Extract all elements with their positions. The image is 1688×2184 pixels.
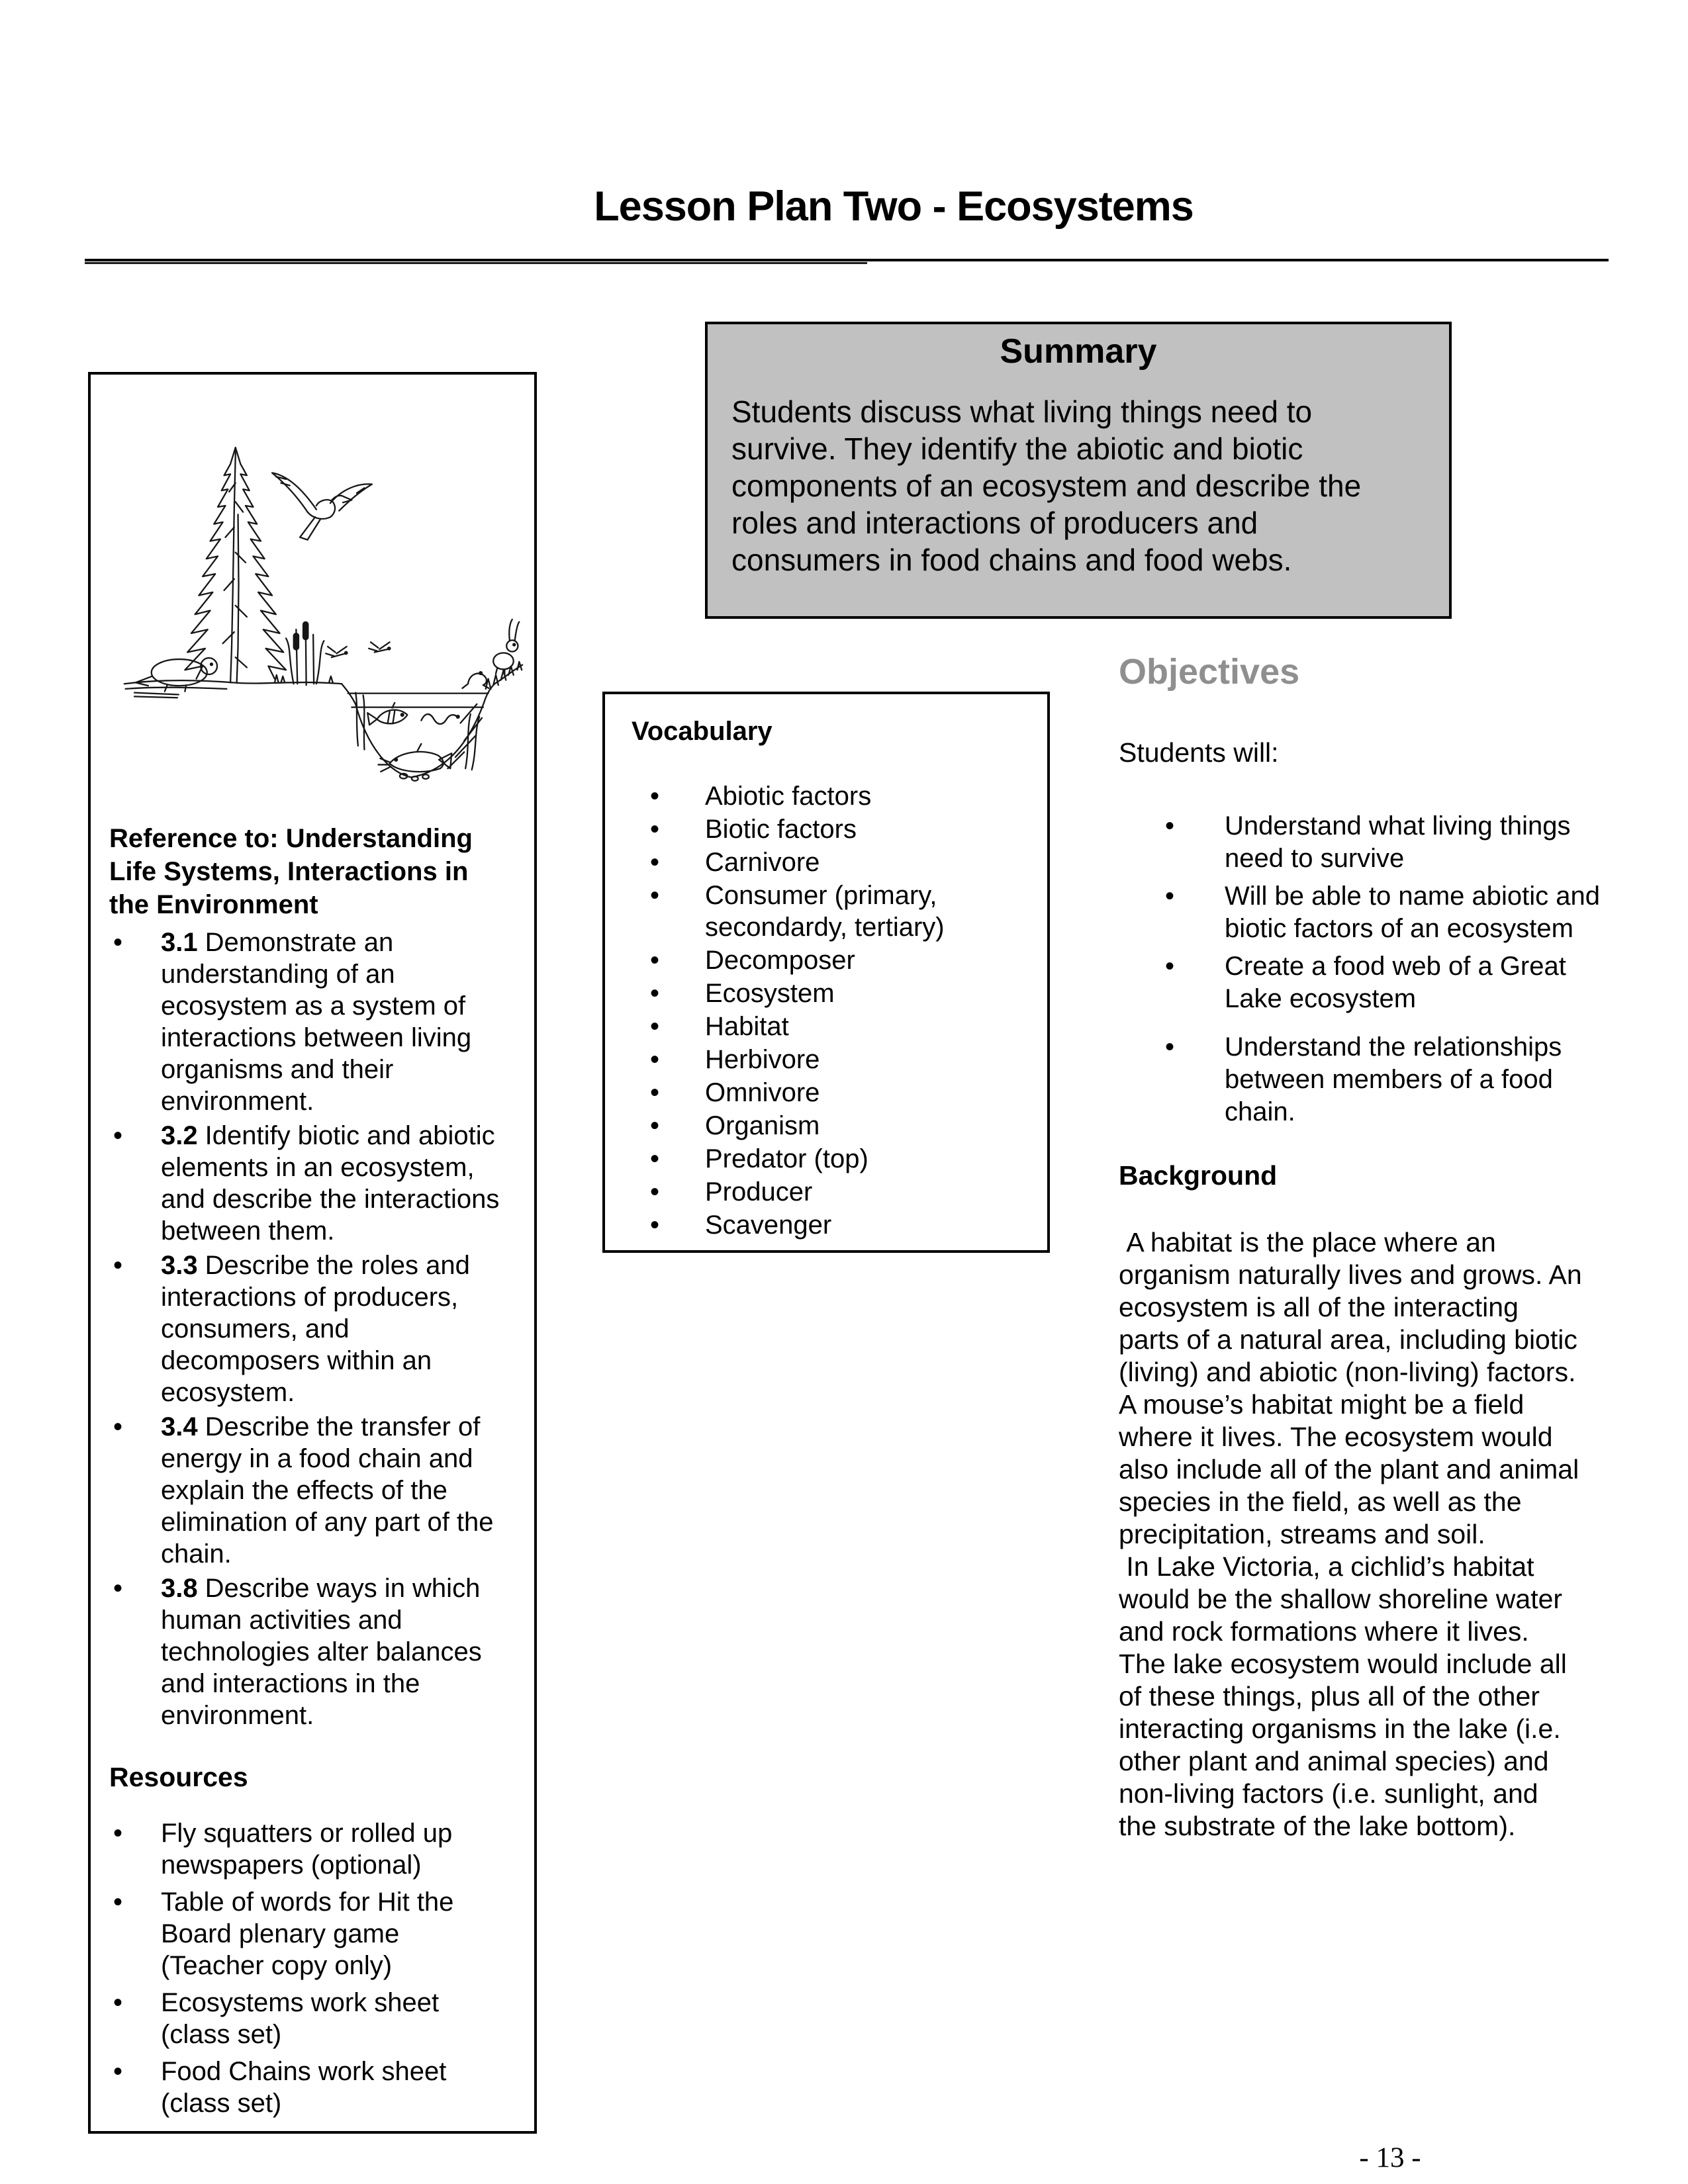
vocabulary-item [632,880,1047,943]
vocabulary-item [632,1044,1047,1075]
vocabulary-item-text: Herbivore [705,1045,820,1074]
page-number: - 13 - [1359,2142,1421,2173]
vocabulary-item-text: Consumer (primary, secondardy, tertiary) [705,881,945,942]
resources-list [107,1817,521,2119]
resource-item [107,1987,521,2050]
summary-heading: Summary [1000,332,1157,371]
background-paragraph: A habitat is the place where an organism naturally lives and grows. An ecosystem is all of the interacting parts of a natural area, including biotic (living) and abiotic (non-living) factors. A mouse’s habitat might be a field where it lives. The ecosystem would also include all of the plant and animal species in the field, as well as the precipitation, streams and soil. [1119,1227,1590,1549]
reference-heading-line: the Environment [109,890,318,919]
bullet-icon: • [113,1988,123,2017]
bullet-icon: • [650,979,660,1008]
curriculum-item-text: 3.1 Demonstrate an understanding of an ecosystem as a system of interactions between living organisms and their environment. [161,928,472,1116]
objective-item-text: Create a food web of a Great Lake ecosystem [1225,952,1566,1013]
vocabulary-item [632,1077,1047,1109]
vocabulary-box [602,692,1050,1253]
summary-box [705,322,1452,619]
vocabulary-item-text: Decomposer [705,946,855,975]
bullet-icon: • [650,881,660,910]
vocabulary-item [632,780,1047,812]
vocabulary-item-text: Predator (top) [705,1144,868,1173]
objective-item [1119,1031,1622,1128]
curriculum-list [107,927,521,1731]
curriculum-code: 3.1 [161,928,198,957]
bullet-icon: • [650,1177,660,1206]
curriculum-item [107,1250,521,1408]
resource-item [107,2056,521,2119]
background-heading: Background [1119,1160,1278,1191]
reference-heading [109,822,521,921]
vocabulary-item [632,1209,1047,1241]
vocabulary-item [632,944,1047,976]
bullet-icon: • [650,946,660,975]
bullet-icon: • [113,1121,123,1150]
page-title: Lesson Plan Two - Ecosystems [594,183,1194,230]
cattails-drawing [286,622,324,685]
flying-bird-drawing [272,473,372,539]
vocabulary-item [632,1011,1047,1042]
objective-item [1119,880,1622,945]
bullet-icon: • [650,1012,660,1041]
bullet-icon: • [113,1819,123,1848]
curriculum-item-text: 3.3 Describe the roles and interactions of producers, consumers, and decomposers within an ecosystem. [161,1251,470,1407]
vocabulary-item [632,1176,1047,1208]
vocabulary-item-text: Organism [705,1111,820,1140]
dragonfly-icon [326,647,347,657]
bullet-icon: • [113,928,123,957]
curriculum-item [107,1411,521,1570]
curriculum-code: 3.4 [161,1412,198,1441]
worm-drawing [421,714,459,724]
resource-item-text: Table of words for Hit the Board plenary game (Teacher copy only) [161,1888,454,1980]
resources-heading: Resources [109,1762,248,1792]
reference-heading-line: Life Systems, Interactions in [109,857,469,886]
bullet-icon: • [113,2057,123,2086]
bullet-icon: • [650,1078,660,1107]
curriculum-code: 3.3 [161,1251,198,1280]
bullet-icon: • [113,1251,123,1280]
background-paragraphs [1119,1226,1590,1843]
pine-tree-drawing [185,447,286,682]
curriculum-item [107,1120,521,1247]
vocabulary-item [632,813,1047,845]
fish-drawing [367,703,407,725]
vocabulary-item-text: Abiotic factors [705,782,872,811]
objective-item [1119,810,1622,875]
vocabulary-item-text: Omnivore [705,1078,820,1107]
curriculum-item-text: 3.4 Describe the transfer of energy in a food chain and explain the effects of the elimination of any part of the chain. [161,1412,494,1569]
objective-item-text: Will be able to name abiotic and biotic factors of an ecosystem [1225,882,1600,943]
beaver-drawing [134,658,217,698]
vocabulary-item-text: Habitat [705,1012,789,1041]
bullet-icon: • [650,1045,660,1074]
title-rule-heavy-segment [85,262,867,264]
dragonfly-icon [369,642,390,652]
resource-item [107,1817,521,1881]
pond-cross-section-drawing [342,684,494,781]
objectives-background-column [1119,652,1622,1843]
reference-heading-line: Reference to: Understanding [109,824,473,853]
objectives-intro: Students will: [1119,737,1279,768]
bullet-icon: • [1165,882,1175,911]
vocabulary-list [632,780,1047,1241]
curriculum-code: 3.2 [161,1121,198,1150]
bullet-icon: • [650,848,660,877]
bullet-icon: • [1165,1032,1175,1062]
objectives-heading: Objectives [1119,652,1300,692]
ecosystem-illustration [107,385,524,796]
vocabulary-item-text: Producer [705,1177,813,1206]
rabbit-drawing [493,619,519,675]
curriculum-item [107,1572,521,1731]
objective-item-text: Understand the relationships between members of a food chain. [1225,1032,1562,1126]
title-rule [85,259,1609,261]
background-paragraph: In Lake Victoria, a cichlid’s habitat would be the shallow shoreline water and rock formations where it lives. The lake ecosystem would include all of these things, plus all of the other interacting organisms in the lake (i.e. other plant and animal species) and non-living factors (i.e. sunlight, and the substrate of the lake bottom). [1119,1551,1575,1841]
left-panel [88,372,537,2134]
bullet-icon: • [650,1144,660,1173]
vocabulary-item [632,846,1047,878]
vocabulary-item-text: Scavenger [705,1210,832,1240]
resource-item-text: Ecosystems work sheet (class set) [161,1988,440,2049]
vocabulary-item-text: Carnivore [705,848,820,877]
objective-item-text: Understand what living things need to survive [1225,811,1571,873]
bullet-icon: • [650,1111,660,1140]
curriculum-item-text: 3.2 Identify biotic and abiotic elements in an ecosystem, and describe the interactions between them. [161,1121,500,1246]
frog-drawing [462,672,489,688]
curriculum-code: 3.8 [161,1574,198,1603]
vocabulary-heading: Vocabulary [632,717,773,746]
bullet-icon: • [650,1210,660,1240]
objective-item [1119,950,1622,1015]
bullet-icon: • [113,1412,123,1441]
bullet-icon: • [650,782,660,811]
vocabulary-item [632,1143,1047,1175]
vocabulary-item [632,978,1047,1009]
summary-body: Students discuss what living things need to survive. They identify the abiotic and biotic components of an ecosystem and describe the roles and interactions of producers and consumers in food chains and food webs. [731,394,1370,577]
vocabulary-item [632,1110,1047,1142]
objectives-list [1119,810,1622,1128]
bullet-icon: • [113,1888,123,1917]
catfish-drawing [378,744,451,772]
vocabulary-item-text: Ecosystem [705,979,835,1008]
curriculum-item-text: 3.8 Describe ways in which human activities and technologies alter balances and interactions in the environment. [161,1574,482,1730]
bullet-icon: • [650,815,660,844]
bullet-icon: • [1165,952,1175,981]
resource-item [107,1886,521,1981]
resource-item-text: Fly squatters or rolled up newspapers (optional) [161,1819,453,1880]
bullet-icon: • [1165,811,1175,841]
vocabulary-item-text: Biotic factors [705,815,857,844]
curriculum-item [107,927,521,1117]
bullet-icon: • [113,1574,123,1603]
resource-item-text: Food Chains work sheet (class set) [161,2057,447,2118]
